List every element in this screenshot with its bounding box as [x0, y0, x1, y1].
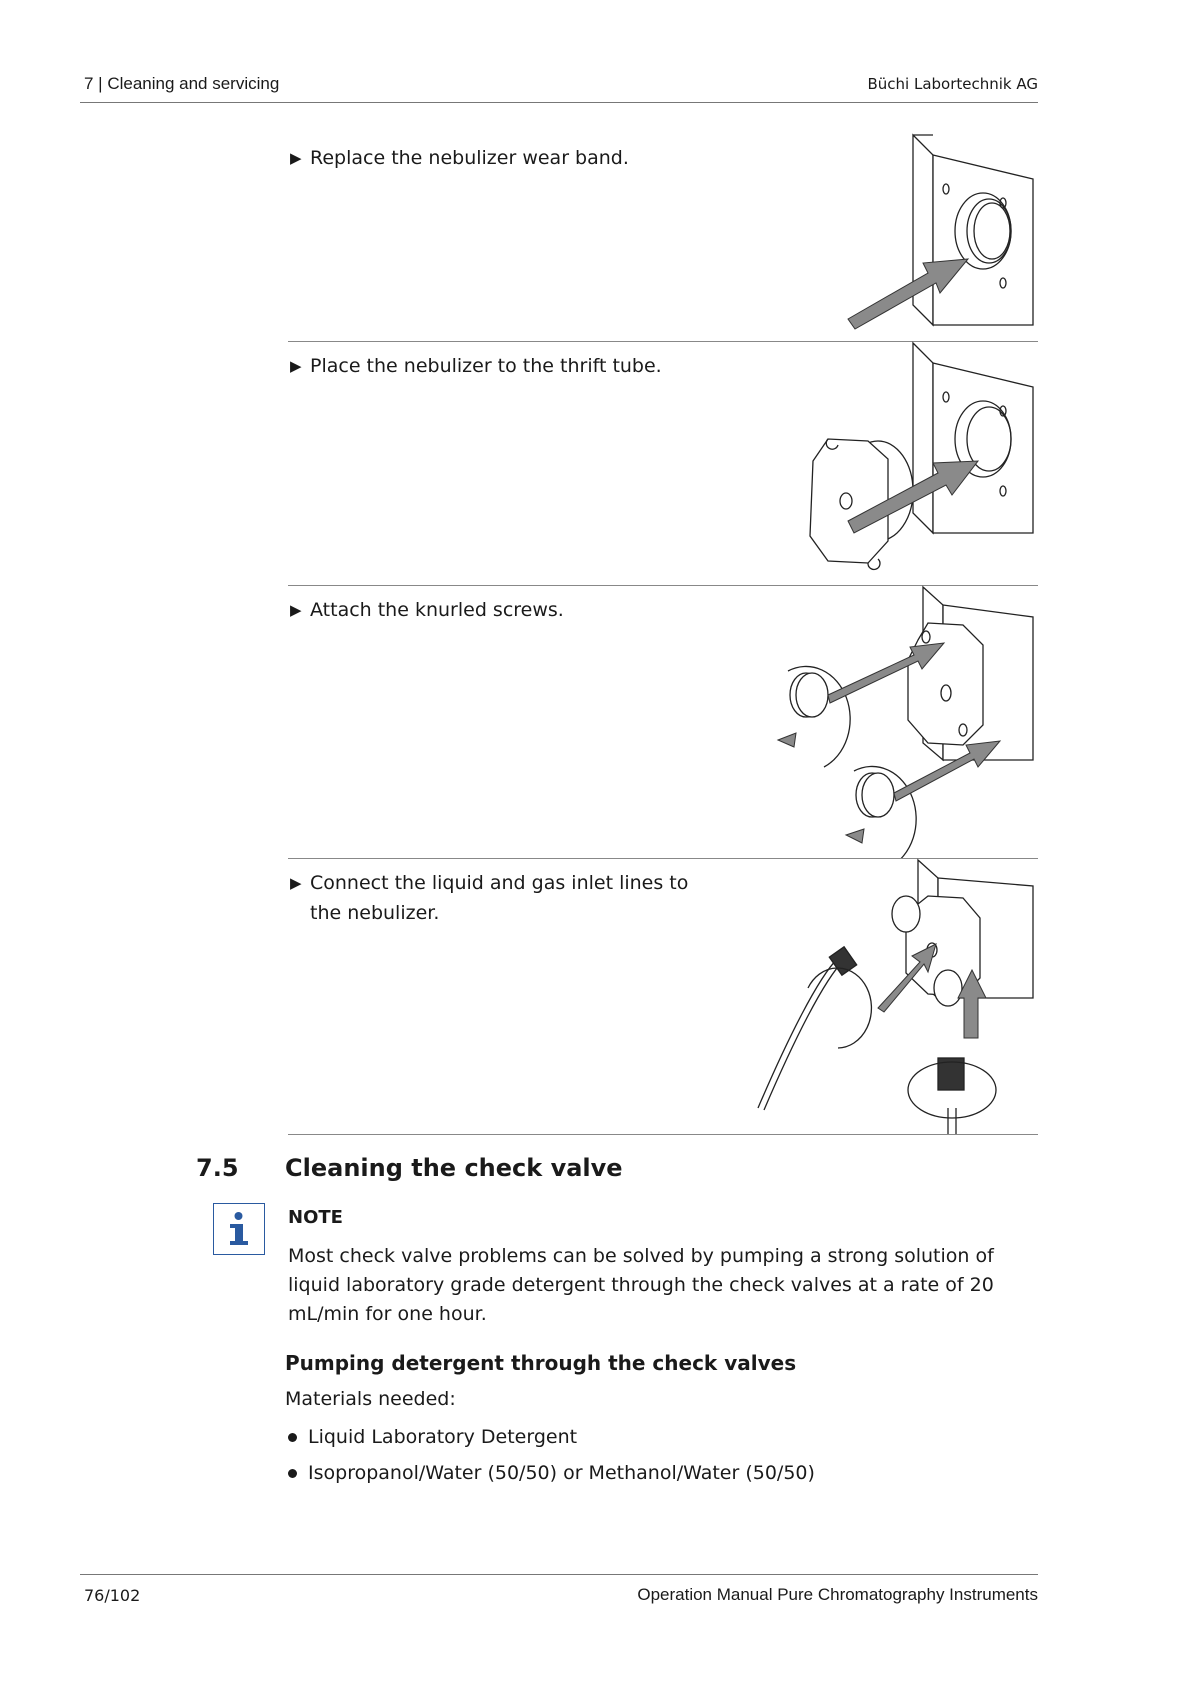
note-text: Most check valve problems can be solved by pumping a strong solution of liquid laboratory grade detergent through the check valves at a rate of 20 mL/min for one hour. — [288, 1245, 994, 1325]
step-place-nebulizer — [288, 341, 1038, 585]
note-label: NOTE — [288, 1207, 343, 1228]
header-company: Büchi Labortechnik AG — [867, 75, 1038, 93]
footer-divider — [80, 1574, 1038, 1575]
header-chapter: 7 | Cleaning and servicing — [84, 74, 280, 93]
nebulizer-placement-illustration — [788, 341, 1038, 585]
header-divider — [80, 102, 1038, 103]
step-attach-knurled-screws — [288, 585, 1038, 858]
step-arrow-icon: ▶ — [290, 601, 302, 619]
step-replace-wear-band — [288, 133, 1038, 341]
bullet-icon — [288, 1469, 297, 1478]
step-arrow-icon: ▶ — [290, 357, 302, 375]
step-arrow-icon: ▶ — [290, 874, 302, 892]
list-item: Isopropanol/Water (50/50) or Methanol/Water (50/50) — [287, 1458, 815, 1494]
knurled-screws-illustration — [748, 585, 1038, 858]
step-label: Attach the knurled screws. — [310, 599, 564, 621]
materials-label: Materials needed: — [285, 1388, 456, 1410]
section-number: 7.5 — [196, 1154, 239, 1182]
step-arrow-icon: ▶ — [290, 149, 302, 167]
step-text — [290, 143, 710, 173]
section-title: Cleaning the check valve — [285, 1154, 623, 1182]
steps-end-divider — [288, 1134, 1038, 1135]
step-text — [290, 868, 710, 928]
inlet-lines-illustration — [738, 858, 1038, 1134]
step-label: Connect the liquid and gas inlet lines to the nebulizer. — [310, 872, 689, 924]
manual-title: Operation Manual Pure Chromatography Instruments — [637, 1585, 1038, 1604]
step-connect-inlet-lines — [288, 858, 1038, 1134]
bullet-icon — [288, 1433, 297, 1442]
list-item: Liquid Laboratory Detergent — [287, 1422, 815, 1458]
step-text — [290, 351, 710, 381]
procedure-title: Pumping detergent through the check valves — [285, 1351, 797, 1375]
materials-list — [287, 1422, 815, 1494]
page-number: 76/102 — [84, 1586, 141, 1605]
step-text — [290, 595, 710, 625]
wear-band-illustration — [828, 133, 1038, 341]
step-label: Replace the nebulizer wear band. — [310, 147, 629, 169]
step-label: Place the nebulizer to the thrift tube. — [310, 355, 662, 377]
info-icon — [213, 1203, 265, 1255]
